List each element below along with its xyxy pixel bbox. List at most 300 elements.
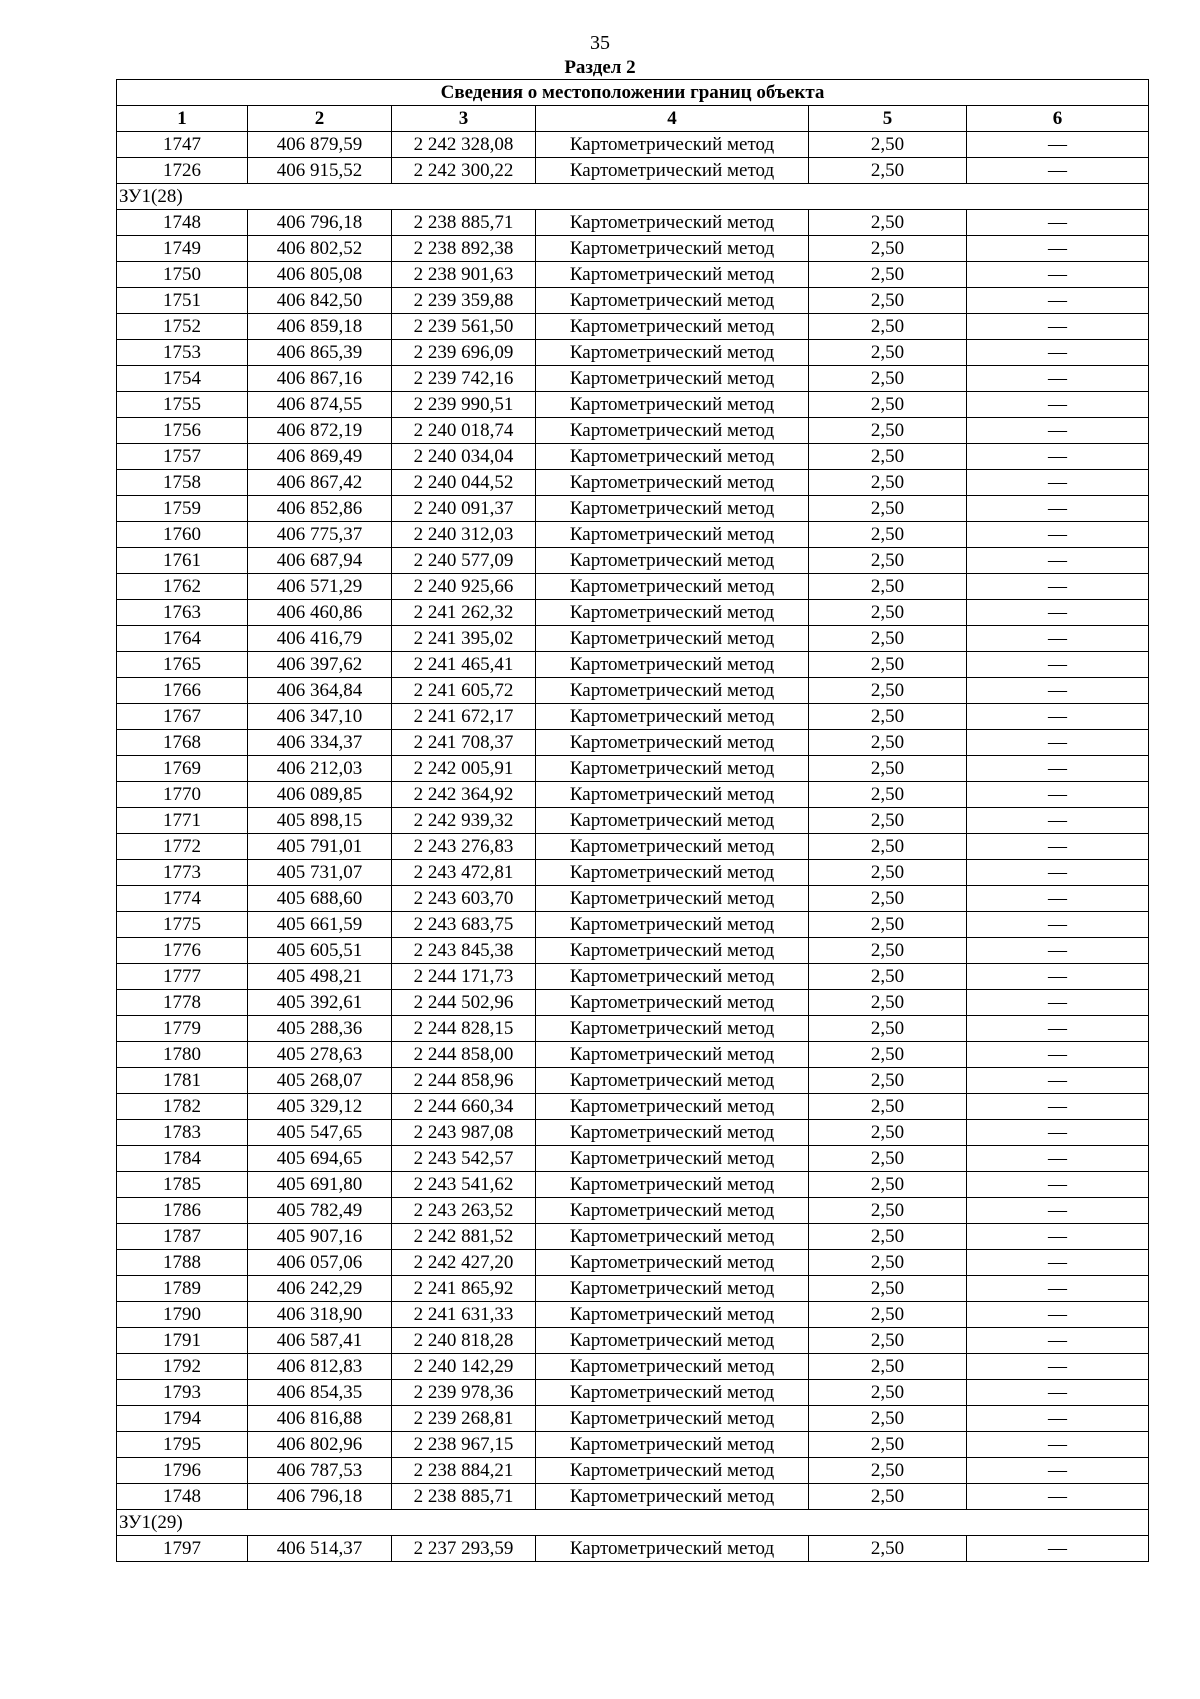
table-row bbox=[117, 314, 1149, 340]
accuracy-cell: 2,50 bbox=[809, 1484, 967, 1510]
accuracy-cell: 2,50 bbox=[809, 756, 967, 782]
table-row bbox=[117, 652, 1149, 678]
point-number-cell: 1777 bbox=[117, 964, 248, 990]
x-coordinate-cell: 405 694,65 bbox=[248, 1146, 392, 1172]
x-coordinate-cell: 406 854,35 bbox=[248, 1380, 392, 1406]
y-coordinate-cell: 2 241 605,72 bbox=[392, 678, 536, 704]
point-number-cell: 1786 bbox=[117, 1198, 248, 1224]
y-coordinate-cell: 2 244 828,15 bbox=[392, 1016, 536, 1042]
description-cell: — bbox=[967, 730, 1149, 756]
description-cell: — bbox=[967, 288, 1149, 314]
table-row bbox=[117, 1250, 1149, 1276]
method-cell: Картометрический метод bbox=[536, 574, 809, 600]
description-cell: — bbox=[967, 1094, 1149, 1120]
point-number-cell: 1795 bbox=[117, 1432, 248, 1458]
method-cell: Картометрический метод bbox=[536, 158, 809, 184]
method-cell: Картометрический метод bbox=[536, 288, 809, 314]
point-number-cell: 1756 bbox=[117, 418, 248, 444]
table-row bbox=[117, 288, 1149, 314]
y-coordinate-cell: 2 242 427,20 bbox=[392, 1250, 536, 1276]
x-coordinate-cell: 406 242,29 bbox=[248, 1276, 392, 1302]
description-cell: — bbox=[967, 496, 1149, 522]
x-coordinate-cell: 406 869,49 bbox=[248, 444, 392, 470]
y-coordinate-cell: 2 239 268,81 bbox=[392, 1406, 536, 1432]
method-cell: Картометрический метод bbox=[536, 418, 809, 444]
point-number-cell: 1749 bbox=[117, 236, 248, 262]
y-coordinate-cell: 2 241 631,33 bbox=[392, 1302, 536, 1328]
x-coordinate-cell: 406 775,37 bbox=[248, 522, 392, 548]
x-coordinate-cell: 405 688,60 bbox=[248, 886, 392, 912]
method-cell: Картометрический метод bbox=[536, 704, 809, 730]
point-number-cell: 1788 bbox=[117, 1250, 248, 1276]
method-cell: Картометрический метод bbox=[536, 678, 809, 704]
x-coordinate-cell: 405 547,65 bbox=[248, 1120, 392, 1146]
description-cell: — bbox=[967, 1302, 1149, 1328]
table-row bbox=[117, 912, 1149, 938]
accuracy-cell: 2,50 bbox=[809, 1536, 967, 1562]
x-coordinate-cell: 405 278,63 bbox=[248, 1042, 392, 1068]
y-coordinate-cell: 2 243 472,81 bbox=[392, 860, 536, 886]
page-number: 35 bbox=[590, 32, 610, 54]
point-number-cell: 1775 bbox=[117, 912, 248, 938]
x-coordinate-cell: 406 397,62 bbox=[248, 652, 392, 678]
description-cell: — bbox=[967, 418, 1149, 444]
accuracy-cell: 2,50 bbox=[809, 1458, 967, 1484]
table-row bbox=[117, 1224, 1149, 1250]
x-coordinate-cell: 406 571,29 bbox=[248, 574, 392, 600]
description-cell: — bbox=[967, 1120, 1149, 1146]
accuracy-cell: 2,50 bbox=[809, 496, 967, 522]
table-row bbox=[117, 496, 1149, 522]
description-cell: — bbox=[967, 1276, 1149, 1302]
y-coordinate-cell: 2 238 892,38 bbox=[392, 236, 536, 262]
method-cell: Картометрический метод bbox=[536, 236, 809, 262]
column-header: 5 bbox=[809, 106, 967, 132]
y-coordinate-cell: 2 243 987,08 bbox=[392, 1120, 536, 1146]
accuracy-cell: 2,50 bbox=[809, 990, 967, 1016]
x-coordinate-cell: 406 687,94 bbox=[248, 548, 392, 574]
y-coordinate-cell: 2 239 561,50 bbox=[392, 314, 536, 340]
method-cell: Картометрический метод bbox=[536, 886, 809, 912]
accuracy-cell: 2,50 bbox=[809, 392, 967, 418]
point-number-cell: 1748 bbox=[117, 210, 248, 236]
y-coordinate-cell: 2 240 142,29 bbox=[392, 1354, 536, 1380]
accuracy-cell: 2,50 bbox=[809, 938, 967, 964]
y-coordinate-cell: 2 243 541,62 bbox=[392, 1172, 536, 1198]
x-coordinate-cell: 406 796,18 bbox=[248, 210, 392, 236]
accuracy-cell: 2,50 bbox=[809, 1016, 967, 1042]
accuracy-cell: 2,50 bbox=[809, 1302, 967, 1328]
method-cell: Картометрический метод bbox=[536, 132, 809, 158]
table-row bbox=[117, 548, 1149, 574]
description-cell: — bbox=[967, 1406, 1149, 1432]
column-header: 3 bbox=[392, 106, 536, 132]
x-coordinate-cell: 405 288,36 bbox=[248, 1016, 392, 1042]
y-coordinate-cell: 2 242 005,91 bbox=[392, 756, 536, 782]
accuracy-cell: 2,50 bbox=[809, 470, 967, 496]
method-cell: Картометрический метод bbox=[536, 444, 809, 470]
method-cell: Картометрический метод bbox=[536, 522, 809, 548]
table-row bbox=[117, 808, 1149, 834]
x-coordinate-cell: 406 460,86 bbox=[248, 600, 392, 626]
description-cell: — bbox=[967, 132, 1149, 158]
method-cell: Картометрический метод bbox=[536, 1068, 809, 1094]
y-coordinate-cell: 2 242 939,32 bbox=[392, 808, 536, 834]
method-cell: Картометрический метод bbox=[536, 1250, 809, 1276]
section-title: Раздел 2 bbox=[564, 57, 636, 78]
description-cell: — bbox=[967, 470, 1149, 496]
y-coordinate-cell: 2 241 395,02 bbox=[392, 626, 536, 652]
point-number-cell: 1794 bbox=[117, 1406, 248, 1432]
description-cell: — bbox=[967, 236, 1149, 262]
point-number-cell: 1748 bbox=[117, 1484, 248, 1510]
x-coordinate-cell: 406 859,18 bbox=[248, 314, 392, 340]
method-cell: Картометрический метод bbox=[536, 860, 809, 886]
description-cell: — bbox=[967, 886, 1149, 912]
x-coordinate-cell: 406 334,37 bbox=[248, 730, 392, 756]
method-cell: Картометрический метод bbox=[536, 470, 809, 496]
accuracy-cell: 2,50 bbox=[809, 1042, 967, 1068]
x-coordinate-cell: 405 782,49 bbox=[248, 1198, 392, 1224]
point-number-cell: 1753 bbox=[117, 340, 248, 366]
x-coordinate-cell: 406 416,79 bbox=[248, 626, 392, 652]
point-number-cell: 1790 bbox=[117, 1302, 248, 1328]
y-coordinate-cell: 2 243 263,52 bbox=[392, 1198, 536, 1224]
y-coordinate-cell: 2 239 359,88 bbox=[392, 288, 536, 314]
method-cell: Картометрический метод bbox=[536, 1276, 809, 1302]
table-row bbox=[117, 340, 1149, 366]
table-row bbox=[117, 1354, 1149, 1380]
accuracy-cell: 2,50 bbox=[809, 964, 967, 990]
y-coordinate-cell: 2 241 672,17 bbox=[392, 704, 536, 730]
y-coordinate-cell: 2 238 885,71 bbox=[392, 1484, 536, 1510]
accuracy-cell: 2,50 bbox=[809, 912, 967, 938]
method-cell: Картометрический метод bbox=[536, 1120, 809, 1146]
point-number-cell: 1762 bbox=[117, 574, 248, 600]
accuracy-cell: 2,50 bbox=[809, 262, 967, 288]
point-number-cell: 1755 bbox=[117, 392, 248, 418]
y-coordinate-cell: 2 242 328,08 bbox=[392, 132, 536, 158]
accuracy-cell: 2,50 bbox=[809, 860, 967, 886]
table-title-row bbox=[117, 80, 1149, 106]
method-cell: Картометрический метод bbox=[536, 1094, 809, 1120]
table-group-row bbox=[117, 184, 1149, 210]
y-coordinate-cell: 2 244 858,96 bbox=[392, 1068, 536, 1094]
point-number-cell: 1779 bbox=[117, 1016, 248, 1042]
table-title: Сведения о местоположении границ объекта bbox=[117, 80, 1149, 106]
method-cell: Картометрический метод bbox=[536, 1484, 809, 1510]
boundary-table bbox=[116, 79, 1149, 1562]
accuracy-cell: 2,50 bbox=[809, 886, 967, 912]
point-number-cell: 1791 bbox=[117, 1328, 248, 1354]
x-coordinate-cell: 406 802,52 bbox=[248, 236, 392, 262]
point-number-cell: 1759 bbox=[117, 496, 248, 522]
method-cell: Картометрический метод bbox=[536, 1198, 809, 1224]
table-row bbox=[117, 1484, 1149, 1510]
method-cell: Картометрический метод bbox=[536, 1224, 809, 1250]
table-row bbox=[117, 1276, 1149, 1302]
method-cell: Картометрический метод bbox=[536, 392, 809, 418]
table-row bbox=[117, 1042, 1149, 1068]
description-cell: — bbox=[967, 1224, 1149, 1250]
description-cell: — bbox=[967, 1432, 1149, 1458]
point-number-cell: 1783 bbox=[117, 1120, 248, 1146]
table-row bbox=[117, 1198, 1149, 1224]
accuracy-cell: 2,50 bbox=[809, 366, 967, 392]
y-coordinate-cell: 2 240 818,28 bbox=[392, 1328, 536, 1354]
description-cell: — bbox=[967, 314, 1149, 340]
point-number-cell: 1778 bbox=[117, 990, 248, 1016]
table-row bbox=[117, 1458, 1149, 1484]
point-number-cell: 1747 bbox=[117, 132, 248, 158]
point-number-cell: 1767 bbox=[117, 704, 248, 730]
y-coordinate-cell: 2 243 542,57 bbox=[392, 1146, 536, 1172]
description-cell: — bbox=[967, 158, 1149, 184]
x-coordinate-cell: 406 865,39 bbox=[248, 340, 392, 366]
table-row bbox=[117, 938, 1149, 964]
column-header: 4 bbox=[536, 106, 809, 132]
method-cell: Картометрический метод bbox=[536, 964, 809, 990]
y-coordinate-cell: 2 243 276,83 bbox=[392, 834, 536, 860]
description-cell: — bbox=[967, 1068, 1149, 1094]
point-number-cell: 1784 bbox=[117, 1146, 248, 1172]
point-number-cell: 1789 bbox=[117, 1276, 248, 1302]
accuracy-cell: 2,50 bbox=[809, 834, 967, 860]
point-number-cell: 1781 bbox=[117, 1068, 248, 1094]
description-cell: — bbox=[967, 262, 1149, 288]
table-row bbox=[117, 990, 1149, 1016]
table-row bbox=[117, 704, 1149, 730]
y-coordinate-cell: 2 244 502,96 bbox=[392, 990, 536, 1016]
point-number-cell: 1750 bbox=[117, 262, 248, 288]
table-row bbox=[117, 418, 1149, 444]
description-cell: — bbox=[967, 1042, 1149, 1068]
x-coordinate-cell: 406 915,52 bbox=[248, 158, 392, 184]
description-cell: — bbox=[967, 1458, 1149, 1484]
point-number-cell: 1760 bbox=[117, 522, 248, 548]
point-number-cell: 1757 bbox=[117, 444, 248, 470]
accuracy-cell: 2,50 bbox=[809, 704, 967, 730]
accuracy-cell: 2,50 bbox=[809, 1146, 967, 1172]
x-coordinate-cell: 406 867,16 bbox=[248, 366, 392, 392]
accuracy-cell: 2,50 bbox=[809, 782, 967, 808]
point-number-cell: 1776 bbox=[117, 938, 248, 964]
method-cell: Картометрический метод bbox=[536, 912, 809, 938]
point-number-cell: 1772 bbox=[117, 834, 248, 860]
x-coordinate-cell: 406 364,84 bbox=[248, 678, 392, 704]
y-coordinate-cell: 2 238 967,15 bbox=[392, 1432, 536, 1458]
accuracy-cell: 2,50 bbox=[809, 678, 967, 704]
y-coordinate-cell: 2 240 018,74 bbox=[392, 418, 536, 444]
method-cell: Картометрический метод bbox=[536, 1172, 809, 1198]
table-row bbox=[117, 1302, 1149, 1328]
y-coordinate-cell: 2 242 364,92 bbox=[392, 782, 536, 808]
accuracy-cell: 2,50 bbox=[809, 626, 967, 652]
accuracy-cell: 2,50 bbox=[809, 1224, 967, 1250]
table-row bbox=[117, 756, 1149, 782]
accuracy-cell: 2,50 bbox=[809, 340, 967, 366]
y-coordinate-cell: 2 244 171,73 bbox=[392, 964, 536, 990]
description-cell: — bbox=[967, 990, 1149, 1016]
description-cell: — bbox=[967, 210, 1149, 236]
method-cell: Картометрический метод bbox=[536, 938, 809, 964]
method-cell: Картометрический метод bbox=[536, 1146, 809, 1172]
description-cell: — bbox=[967, 600, 1149, 626]
accuracy-cell: 2,50 bbox=[809, 1380, 967, 1406]
y-coordinate-cell: 2 241 708,37 bbox=[392, 730, 536, 756]
table-row bbox=[117, 366, 1149, 392]
description-cell: — bbox=[967, 1146, 1149, 1172]
x-coordinate-cell: 406 872,19 bbox=[248, 418, 392, 444]
description-cell: — bbox=[967, 756, 1149, 782]
description-cell: — bbox=[967, 782, 1149, 808]
x-coordinate-cell: 406 347,10 bbox=[248, 704, 392, 730]
description-cell: — bbox=[967, 1172, 1149, 1198]
method-cell: Картометрический метод bbox=[536, 314, 809, 340]
method-cell: Картометрический метод bbox=[536, 366, 809, 392]
method-cell: Картометрический метод bbox=[536, 262, 809, 288]
x-coordinate-cell: 406 852,86 bbox=[248, 496, 392, 522]
table-row bbox=[117, 132, 1149, 158]
x-coordinate-cell: 406 318,90 bbox=[248, 1302, 392, 1328]
method-cell: Картометрический метод bbox=[536, 652, 809, 678]
group-label: ЗУ1(29) bbox=[117, 1510, 1149, 1536]
table-row bbox=[117, 470, 1149, 496]
x-coordinate-cell: 406 514,37 bbox=[248, 1536, 392, 1562]
table-row bbox=[117, 1016, 1149, 1042]
accuracy-cell: 2,50 bbox=[809, 1068, 967, 1094]
y-coordinate-cell: 2 240 577,09 bbox=[392, 548, 536, 574]
description-cell: — bbox=[967, 1354, 1149, 1380]
y-coordinate-cell: 2 242 300,22 bbox=[392, 158, 536, 184]
method-cell: Картометрический метод bbox=[536, 1328, 809, 1354]
x-coordinate-cell: 405 329,12 bbox=[248, 1094, 392, 1120]
method-cell: Картометрический метод bbox=[536, 1432, 809, 1458]
table-row bbox=[117, 1172, 1149, 1198]
description-cell: — bbox=[967, 1016, 1149, 1042]
x-coordinate-cell: 406 796,18 bbox=[248, 1484, 392, 1510]
description-cell: — bbox=[967, 860, 1149, 886]
x-coordinate-cell: 405 731,07 bbox=[248, 860, 392, 886]
method-cell: Картометрический метод bbox=[536, 834, 809, 860]
y-coordinate-cell: 2 238 884,21 bbox=[392, 1458, 536, 1484]
point-number-cell: 1770 bbox=[117, 782, 248, 808]
table-row bbox=[117, 626, 1149, 652]
x-coordinate-cell: 406 867,42 bbox=[248, 470, 392, 496]
table-row bbox=[117, 782, 1149, 808]
x-coordinate-cell: 406 587,41 bbox=[248, 1328, 392, 1354]
table-row bbox=[117, 964, 1149, 990]
table-row bbox=[117, 1094, 1149, 1120]
point-number-cell: 1771 bbox=[117, 808, 248, 834]
description-cell: — bbox=[967, 964, 1149, 990]
table-row bbox=[117, 1146, 1149, 1172]
table-row bbox=[117, 860, 1149, 886]
description-cell: — bbox=[967, 392, 1149, 418]
y-coordinate-cell: 2 238 885,71 bbox=[392, 210, 536, 236]
table-row bbox=[117, 1120, 1149, 1146]
group-label: ЗУ1(28) bbox=[117, 184, 1149, 210]
table-row bbox=[117, 1380, 1149, 1406]
table-row bbox=[117, 730, 1149, 756]
method-cell: Картометрический метод bbox=[536, 1536, 809, 1562]
accuracy-cell: 2,50 bbox=[809, 1406, 967, 1432]
table-row bbox=[117, 1406, 1149, 1432]
table-row bbox=[117, 574, 1149, 600]
column-header-row bbox=[117, 106, 1149, 132]
y-coordinate-cell: 2 240 925,66 bbox=[392, 574, 536, 600]
x-coordinate-cell: 406 057,06 bbox=[248, 1250, 392, 1276]
point-number-cell: 1782 bbox=[117, 1094, 248, 1120]
description-cell: — bbox=[967, 548, 1149, 574]
accuracy-cell: 2,50 bbox=[809, 1328, 967, 1354]
y-coordinate-cell: 2 241 865,92 bbox=[392, 1276, 536, 1302]
accuracy-cell: 2,50 bbox=[809, 522, 967, 548]
method-cell: Картометрический метод bbox=[536, 340, 809, 366]
method-cell: Картометрический метод bbox=[536, 210, 809, 236]
method-cell: Картометрический метод bbox=[536, 1458, 809, 1484]
x-coordinate-cell: 405 392,61 bbox=[248, 990, 392, 1016]
column-header: 2 bbox=[248, 106, 392, 132]
method-cell: Картометрический метод bbox=[536, 756, 809, 782]
description-cell: — bbox=[967, 704, 1149, 730]
method-cell: Картометрический метод bbox=[536, 1380, 809, 1406]
y-coordinate-cell: 2 242 881,52 bbox=[392, 1224, 536, 1250]
description-cell: — bbox=[967, 1380, 1149, 1406]
point-number-cell: 1761 bbox=[117, 548, 248, 574]
y-coordinate-cell: 2 240 034,04 bbox=[392, 444, 536, 470]
x-coordinate-cell: 406 089,85 bbox=[248, 782, 392, 808]
accuracy-cell: 2,50 bbox=[809, 158, 967, 184]
table-row bbox=[117, 158, 1149, 184]
method-cell: Картометрический метод bbox=[536, 990, 809, 1016]
description-cell: — bbox=[967, 366, 1149, 392]
accuracy-cell: 2,50 bbox=[809, 1198, 967, 1224]
point-number-cell: 1766 bbox=[117, 678, 248, 704]
x-coordinate-cell: 406 874,55 bbox=[248, 392, 392, 418]
accuracy-cell: 2,50 bbox=[809, 574, 967, 600]
method-cell: Картометрический метод bbox=[536, 782, 809, 808]
x-coordinate-cell: 406 816,88 bbox=[248, 1406, 392, 1432]
y-coordinate-cell: 2 239 978,36 bbox=[392, 1380, 536, 1406]
accuracy-cell: 2,50 bbox=[809, 444, 967, 470]
point-number-cell: 1769 bbox=[117, 756, 248, 782]
y-coordinate-cell: 2 244 858,00 bbox=[392, 1042, 536, 1068]
description-cell: — bbox=[967, 1250, 1149, 1276]
description-cell: — bbox=[967, 938, 1149, 964]
accuracy-cell: 2,50 bbox=[809, 210, 967, 236]
description-cell: — bbox=[967, 340, 1149, 366]
y-coordinate-cell: 2 241 262,32 bbox=[392, 600, 536, 626]
description-cell: — bbox=[967, 444, 1149, 470]
method-cell: Картометрический метод bbox=[536, 1302, 809, 1328]
x-coordinate-cell: 406 212,03 bbox=[248, 756, 392, 782]
description-cell: — bbox=[967, 834, 1149, 860]
point-number-cell: 1793 bbox=[117, 1380, 248, 1406]
x-coordinate-cell: 406 879,59 bbox=[248, 132, 392, 158]
description-cell: — bbox=[967, 574, 1149, 600]
accuracy-cell: 2,50 bbox=[809, 652, 967, 678]
table-body bbox=[117, 132, 1149, 1562]
accuracy-cell: 2,50 bbox=[809, 1094, 967, 1120]
accuracy-cell: 2,50 bbox=[809, 1354, 967, 1380]
y-coordinate-cell: 2 237 293,59 bbox=[392, 1536, 536, 1562]
table-group-row bbox=[117, 1510, 1149, 1536]
description-cell: — bbox=[967, 1328, 1149, 1354]
y-coordinate-cell: 2 241 465,41 bbox=[392, 652, 536, 678]
accuracy-cell: 2,50 bbox=[809, 730, 967, 756]
point-number-cell: 1796 bbox=[117, 1458, 248, 1484]
